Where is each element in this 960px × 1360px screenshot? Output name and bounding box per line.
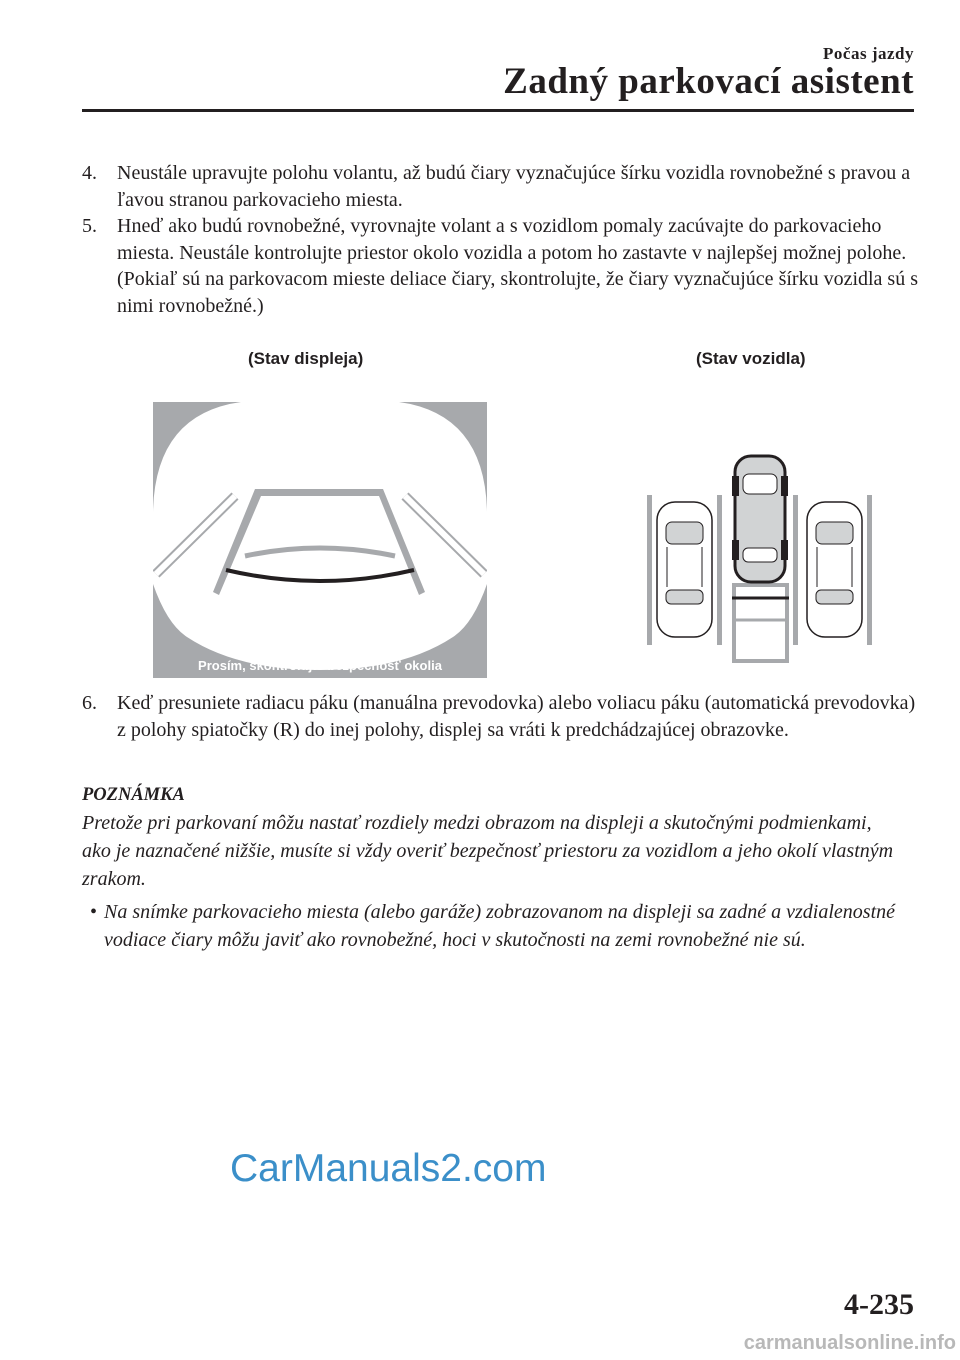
display-caption: (Stav displeja) bbox=[248, 349, 364, 368]
screen-warning-message: Prosím, skontrolujte bezpečnosť okolia bbox=[198, 658, 442, 673]
step-text: Neustále upravujte polohu volantu, až budú čiary vyznačujúce šírku vozidla rovnobežné s pravou a ľavou stranou parkovacieho miesta. bbox=[117, 162, 911, 211]
step-number: 6. bbox=[82, 692, 97, 714]
step-item bbox=[82, 160, 922, 213]
vehicle-position-illustration bbox=[640, 450, 880, 665]
step-item bbox=[82, 690, 922, 743]
bullet-dot-icon: • bbox=[90, 901, 98, 923]
step-item bbox=[82, 213, 922, 319]
page-number: 4-235 bbox=[844, 1288, 914, 1321]
step-number: 4. bbox=[82, 162, 97, 184]
steps-list bbox=[82, 160, 922, 319]
header-divider bbox=[82, 109, 914, 112]
note-body: Pretože pri parkovaní môžu nastať rozdiely medzi obrazom na displeji a skutočnými podmienkami, ako je naznačené nižšie, musíte si vždy overiť bezpečnosť priestoru za vozidlom a jeho okolí vlastným zrakom. bbox=[82, 812, 894, 890]
vehicle-caption: (Stav vozidla) bbox=[696, 349, 806, 368]
camera-display-illustration bbox=[153, 402, 487, 678]
section-label: Počas jazdy bbox=[823, 44, 914, 63]
note-bullet-text: Na snímke parkovacieho miesta (alebo garáže) zobrazovanom na displeji sa zadné a vzdialenostné vodiace čiary môžu javiť ako rovnobežné, hoci v skutočnosti na zemi rovnobežné nie sú. bbox=[104, 901, 896, 951]
step-number: 5. bbox=[82, 215, 97, 237]
step-text: Keď presuniete radiacu páku (manuálna prevodovka) alebo voliacu páku (automatická prevodovka) z polohy spiatočky (R) do inej polohy, displej sa vráti k predchádzajúcej obrazovke. bbox=[117, 692, 916, 741]
note-heading: POZNÁMKA bbox=[82, 785, 185, 805]
site-watermark: carmanualsonline.info bbox=[743, 1332, 956, 1354]
watermark-logo: CarManuals2.com bbox=[230, 1147, 547, 1190]
step-text: Hneď ako budú rovnobežné, vyrovnajte volant a s vozidlom pomaly zacúvajte do parkovacieho miesta. Neustále kontrolujte priestor okolo vozidla a potom ho zastavte v najlepšej možnej polohe. (Pokiaľ sú na parkovacom mieste deliace čiary, skontrolujte, že čiary vyznačujúce šírku vozidla sú s nimi rovnobežné.) bbox=[117, 215, 918, 317]
page-title: Zadný parkovací asistent bbox=[503, 61, 914, 102]
note-bullet-item bbox=[82, 898, 904, 954]
